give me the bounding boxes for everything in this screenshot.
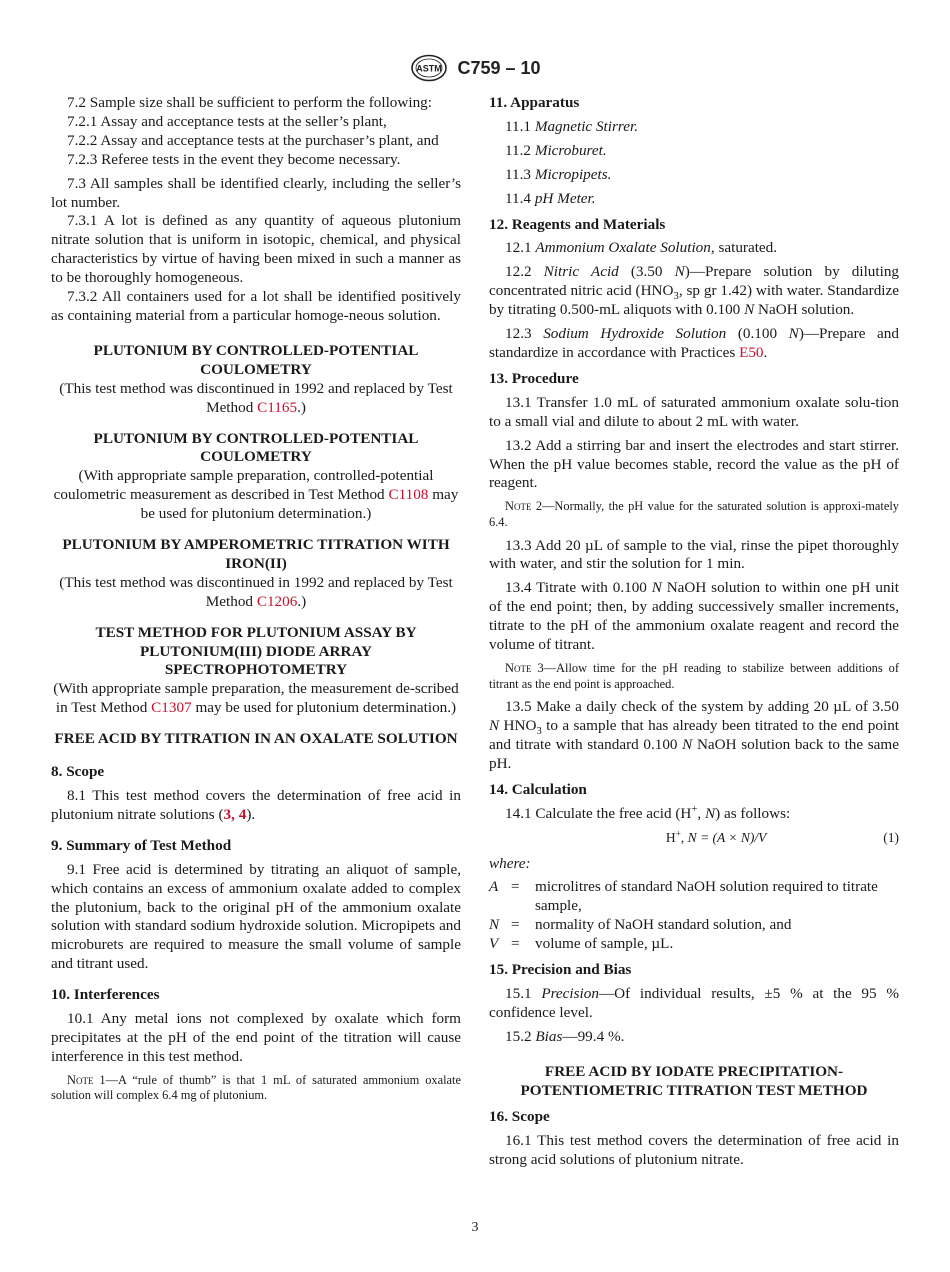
ref-link-4[interactable]: 4 bbox=[238, 805, 247, 823]
variable-definitions: A = microlitres of standard NaOH solution required to titrate sample, N = normality of NaOH standard solution, and V = volume of sample, µL. bbox=[489, 878, 899, 954]
where-label: where: bbox=[489, 855, 531, 873]
para-10-1: 10.1 Any metal ions not complexed by oxalate which form precipitates at the pH of the end point of the titration will cause interference in this test method. bbox=[51, 1010, 461, 1065]
para-13-5: 13.5 Make a daily check of the system by adding 20 µL of 3.50 N $HNO_3$ to a sample that has already been titrated to the end point and titrate with standard 0.100 N NaOH solution back to the same pH. bbox=[489, 698, 900, 772]
note-3: Note 3—Allow time for the pH reading to stabilize between additions of titrant as the end point is approached. bbox=[489, 660, 899, 691]
note-2: Note 2—Normally, the pH value for the saturated solution is approxi-mately 6.4. bbox=[489, 499, 899, 529]
section-note-coulometry-1: (This test method was discontinued in 1992 and replaced by Test Method C1165.) bbox=[59, 379, 453, 416]
link-c1206[interactable]: C1206 bbox=[256, 592, 298, 610]
para-7-3: 7.3 All samples shall be identified clearly, including the seller’s lot number. bbox=[51, 174, 461, 211]
para-12-1: 12.1 Ammonium Oxalate Solution, saturated. bbox=[505, 239, 778, 257]
section-note-coulometry-2: (With appropriate sample preparation, controlled-potential coulometric measurement as described in Test Method C1108 may be used for plutonium determination.) bbox=[53, 467, 459, 523]
heading-16-scope: 16. Scope bbox=[489, 1108, 550, 1126]
para-11-1: 11.1 Magnetic Stirrer. bbox=[505, 117, 639, 135]
para-11-2: 11.2 Microburet. bbox=[505, 141, 607, 159]
section-note-diode-array: (With appropriate sample preparation, the measurement de-scribed in Test Method C1307 may be used for plutonium determination.) bbox=[53, 680, 459, 717]
def-text: volume of sample, µL. bbox=[535, 935, 674, 953]
section-heading-diode-array: TEST METHOD FOR PLUTONIUM ASSAY BY PLUTONIUM(III) DIODE ARRAY SPECTROPHOTOMETRY bbox=[95, 623, 417, 679]
heading-13-procedure: 13. Procedure bbox=[489, 369, 579, 387]
section-heading-free-acid-oxalate: FREE ACID BY TITRATION IN AN OXALATE SOLUTION bbox=[54, 730, 458, 748]
heading-14-calculation: 14. Calculation bbox=[489, 780, 587, 798]
def-symbol: V bbox=[489, 935, 499, 953]
para-13-3: 13.3 Add 20 µL of sample to the vial, rinse the pipet thoroughly with water, and stir the solution for 1 min. bbox=[489, 536, 899, 573]
def-text: microlitres of standard NaOH solution required to titrate sample, bbox=[535, 878, 878, 915]
para-11-3: 11.3 Micropipets. bbox=[505, 165, 612, 183]
def-symbol: A bbox=[489, 878, 499, 896]
para-13-1: 13.1 Transfer 1.0 mL of saturated ammonium oxalate solu-tion to a small vial and dilute to about 2 mL with water. bbox=[489, 393, 899, 430]
astm-logo-icon bbox=[409, 54, 449, 82]
ref-link-3[interactable]: 3 bbox=[223, 805, 232, 823]
heading-12-reagents: 12. Reagents and Materials bbox=[489, 215, 666, 233]
heading-10-interferences: 10. Interferences bbox=[51, 986, 160, 1004]
section-note-amperometric: (This test method was discontinued in 1992 and replaced by Test Method C1206.) bbox=[59, 573, 453, 610]
section-heading-coulometry-1: PLUTONIUM BY CONTROLLED-POTENTIAL COULOMETRY bbox=[93, 341, 419, 378]
para-7-2-3: 7.2.3 Referee tests in the event they become necessary. bbox=[67, 150, 401, 168]
para-16-1: 16.1 This test method covers the determination of free acid in strong acid solutions of plutonium nitrate. bbox=[489, 1132, 899, 1169]
page-header bbox=[0, 54, 950, 84]
note-1: Note 1—A “rule of thumb” is that 1 mL of saturated ammonium oxalate solution will complex 6.4 mg of plutonium. bbox=[51, 1072, 461, 1103]
section-heading-amperometric: PLUTONIUM BY AMPEROMETRIC TITRATION WITH IRON(II) bbox=[62, 536, 450, 572]
left-column bbox=[51, 94, 461, 1110]
para-11-4: 11.4 pH Meter. bbox=[505, 189, 596, 207]
heading-11-apparatus: 11. Apparatus bbox=[489, 94, 580, 111]
svg-text:ASTM: ASTM bbox=[416, 63, 443, 74]
standard-number: C759 – 10 bbox=[457, 57, 541, 78]
para-13-4: 13.4 Titrate with 0.100 N NaOH solution to within one pH unit of the end point; then, by adding successively smaller increments, titrate to the pH of the ammonium oxalate reagent and record the volume of titrant. bbox=[489, 579, 899, 654]
para-9-1: 9.1 Free acid is determined by titrating an aliquot of sample, which contains an excess of ammonium oxalate added to complex the plutonium, back to the original pH of the ammonium oxalate solution with standard sodium hydroxide solution. Micropipets and microburets are required to measure the small volume of sample and titrant used. bbox=[51, 860, 461, 973]
heading-15-precision: 15. Precision and Bias bbox=[489, 961, 632, 978]
link-e50[interactable]: E50 bbox=[739, 343, 764, 361]
para-12-3: 12.3 Sodium Hydroxide Solution (0.100 N)—Prepare and standardize in accordance with Practices E50. bbox=[489, 325, 899, 361]
para-12-2: 12.2 Nitric Acid (3.50 N)—Prepare solution by diluting concentrated nitric acid ($HNO_3$, sp gr 1.42) with water. Standardize by titrating 0.500-mL aliquots with 0.100 N NaOH solution. bbox=[489, 263, 900, 319]
heading-9-summary: 9. Summary of Test Method bbox=[51, 836, 232, 854]
para-7-2-1: 7.2.1 Assay and acceptance tests at the seller’s plant, bbox=[67, 112, 387, 130]
section-heading-coulometry-2: PLUTONIUM BY CONTROLLED-POTENTIAL COULOMETRY bbox=[93, 429, 419, 466]
para-13-2: 13.2 Add a stirring bar and insert the electrodes and start stirrer. When the pH value becomes stable, record the value as the pH of reagent. bbox=[489, 436, 899, 492]
para-8-1: 8.1 This test method covers the determination of free acid in plutonium nitrate solutions (3, 4). bbox=[51, 787, 461, 823]
heading-8-scope: 8. Scope bbox=[51, 763, 105, 781]
para-7-3-1: 7.3.1 A lot is defined as any quantity of aqueous plutonium nitrate solution that is uniform in isotopic, chemical, and physical characteristics by virtue of having been mixed in such a manner as to be thoroughly homogeneous. bbox=[51, 212, 461, 287]
para-15-1: 15.1 Precision—Of individual results, ±5 % at the 95 % confidence level. bbox=[489, 984, 899, 1021]
equation-number: (1) bbox=[883, 829, 899, 845]
link-c1108[interactable]: C1108 bbox=[388, 486, 429, 504]
equation-1 bbox=[489, 829, 899, 848]
para-7-2: 7.2 Sample size shall be sufficient to perform the following: bbox=[67, 94, 432, 111]
def-symbol: N bbox=[489, 916, 500, 934]
def-text: normality of NaOH standard solution, and bbox=[535, 916, 792, 934]
link-c1165[interactable]: C1165 bbox=[257, 398, 298, 416]
para-15-2: 15.2 Bias—99.4 %. bbox=[505, 1027, 625, 1045]
para-7-3-2: 7.3.2 All containers used for a lot shall be identified positively as containing material from a particular homoge-neous solution. bbox=[51, 288, 461, 324]
section-heading-iodate: FREE ACID BY IODATE PRECIPITATION-POTENTIOMETRIC TITRATION TEST METHOD bbox=[520, 1062, 868, 1099]
page-number: 3 bbox=[471, 1220, 479, 1235]
para-14-1: 14.1 Calculate the free acid (H+, N) as follows: bbox=[505, 803, 791, 822]
para-7-2-2: 7.2.2 Assay and acceptance tests at the purchaser’s plant, and bbox=[67, 131, 439, 149]
right-column bbox=[489, 94, 899, 1175]
equation-body: H+, N = (A × N)/V bbox=[665, 829, 767, 845]
link-c1307[interactable]: C1307 bbox=[151, 699, 192, 717]
